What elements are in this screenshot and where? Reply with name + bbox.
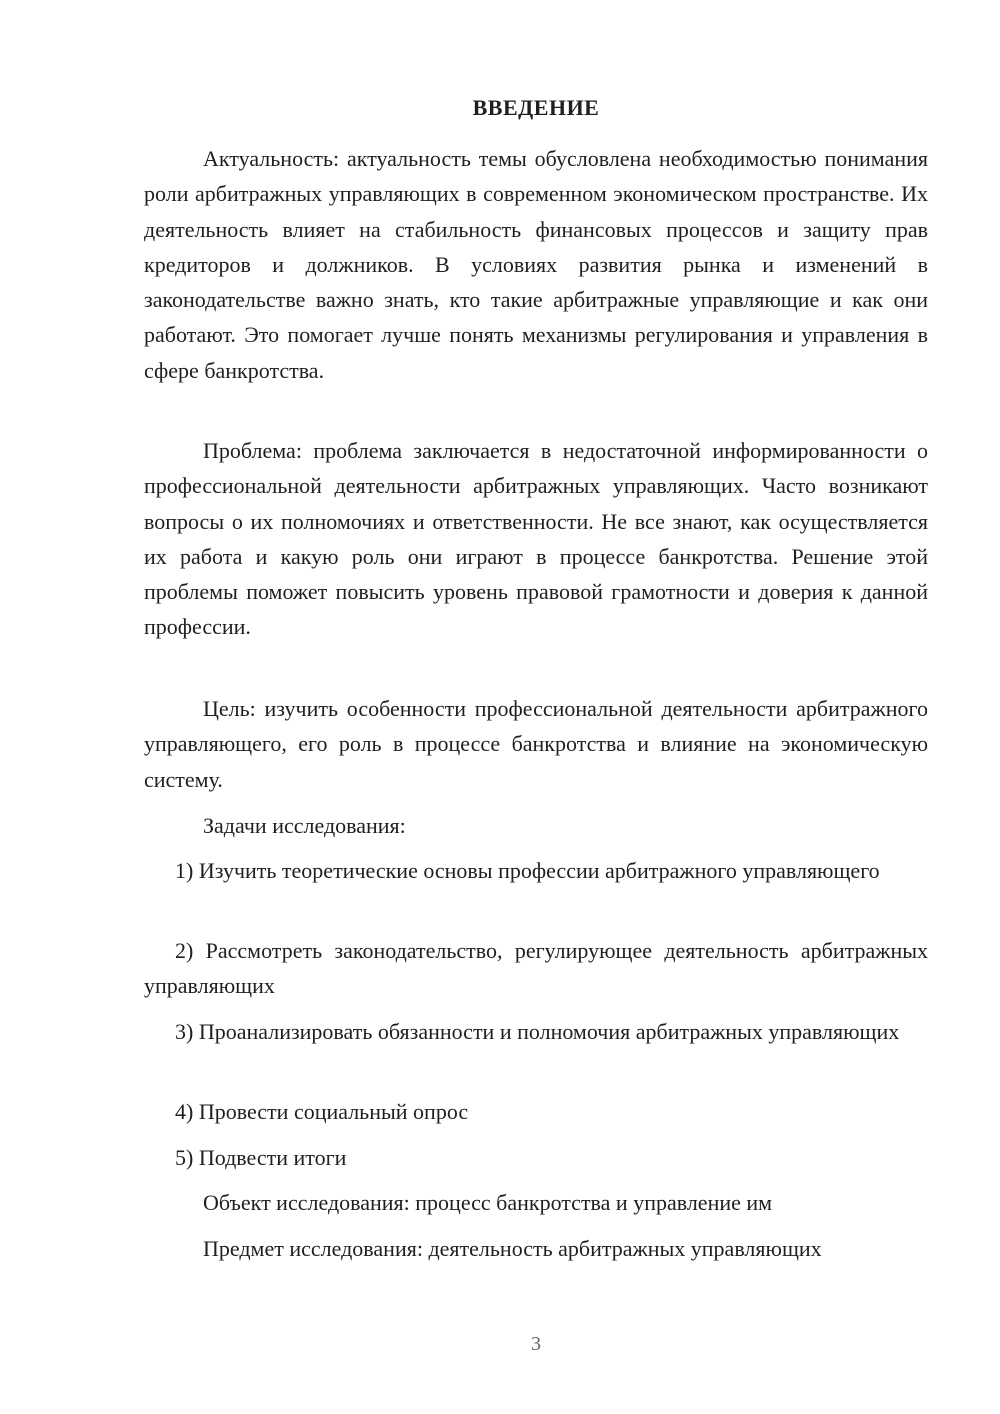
task-item: 3) Проанализировать обязанности и полномочия арбитражных управляющих (175, 1019, 900, 1044)
tasks-heading: Задачи исследования: (203, 813, 406, 838)
task-item: 1) Изучить теоретические основы профессии арбитражного управляющего (175, 858, 880, 883)
task-item: 2) Рассмотреть законодательство, регулирующее деятельность арбитражных управляющих (144, 938, 928, 999)
task-item: 5) Подвести итоги (175, 1145, 347, 1170)
section-title: ВВЕДЕНИЕ (472, 95, 600, 120)
paragraph-problem: Проблема: проблема заключается в недостаточной информированности о профессиональной деятельности арбитражных управляющих. Часто возникают вопросы о их полномочиях и ответственности. Не все знают, как осуществляется их работа и какую роль они играют в процессе банкротства. Решение этой проблемы поможет повысить уровень правовой грамотности и доверия к данной профессии. (144, 438, 928, 640)
research-subject: Предмет исследования: деятельность арбитражных управляющих (203, 1236, 822, 1261)
paragraph-goal: Цель: изучить особенности профессиональной деятельности арбитражного управляющего, его роль в процессе банкротства и влияние на экономическую систему. (144, 696, 928, 792)
research-object: Объект исследования: процесс банкротства и управление им (203, 1190, 773, 1215)
task-item: 4) Провести социальный опрос (175, 1099, 469, 1124)
paragraph-relevance: Актуальность: актуальность темы обусловлена необходимостью понимания роли арбитражных управляющих в современном экономическом пространстве. Их деятельность влияет на стабильность финансовых процессов и защиту прав кредиторов и должников. В условиях развития рынка и изменений в законодательстве важно знать, кто такие арбитражные управляющие и как они работают. Это помогает лучше понять механизмы регулирования и управления в сфере банкротства. (144, 146, 928, 383)
page-number: 3 (531, 1333, 541, 1355)
